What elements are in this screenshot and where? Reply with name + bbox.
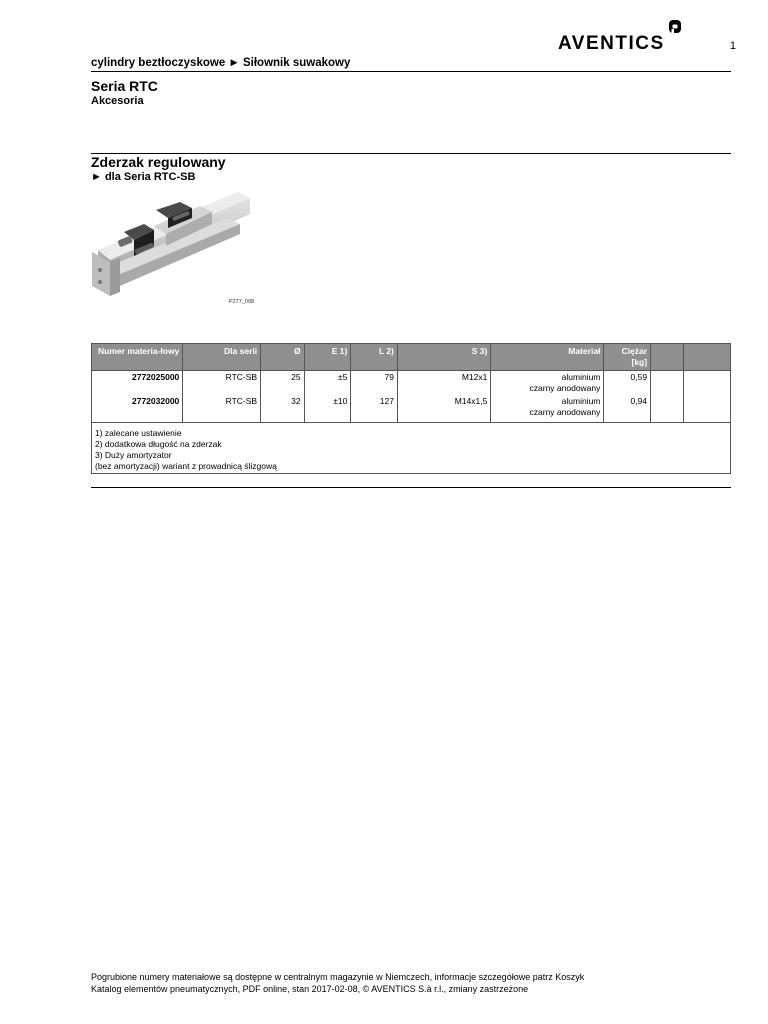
table-row	[92, 371, 731, 396]
product-image	[88, 188, 254, 300]
brand-mark-icon	[669, 20, 681, 33]
table-footnotes	[92, 423, 731, 474]
cell-weight: 0,59	[604, 371, 651, 396]
series-title: Seria RTC	[91, 78, 158, 94]
cell-empty	[651, 395, 684, 423]
product-subtitle: ► dla Seria RTC-SB	[91, 171, 196, 183]
series-subtitle: Akcesoria	[91, 95, 144, 107]
cell-series: RTC-SB	[183, 395, 261, 423]
footer-catalog-note: Katalog elementów pneumatycznych, PDF online, stan 2017-02-08, © AVENTICS S.à r.l., zmiany zastrzeżone	[91, 983, 529, 994]
material-finish-line: czarny anodowany	[529, 407, 601, 417]
page-number: 1	[729, 40, 736, 52]
image-code: P277_008	[229, 299, 255, 305]
cell-material	[491, 371, 604, 396]
aventics-logo	[558, 18, 688, 54]
cell-empty	[684, 371, 731, 396]
col-header-e: E 1)	[304, 344, 351, 371]
table-row	[92, 395, 731, 423]
cell-diameter: 25	[261, 371, 305, 396]
material-line: aluminium	[561, 372, 601, 382]
cell-s: M12x1	[397, 371, 490, 396]
col-header-s: S 3)	[397, 344, 490, 371]
col-header-material: Materiał	[491, 344, 604, 371]
footnote: (bez amortyzacji) wariant z prowadnicą ślizgową	[95, 461, 277, 471]
col-header-part-number: Numer materia-łowy	[92, 344, 183, 371]
cell-l: 79	[351, 371, 398, 396]
material-line: aluminium	[561, 396, 601, 406]
table-notes-row	[92, 423, 731, 474]
col-header-series: Dla serii	[183, 344, 261, 371]
footnote: 2) dodatkowa długość na zderzak	[95, 439, 222, 449]
material-finish-line: czarny anodowany	[529, 383, 601, 393]
col-header-l: L 2)	[351, 344, 398, 371]
header-divider	[91, 71, 731, 72]
col-header-diameter: Ø	[261, 344, 305, 371]
cell-e: ±5	[304, 371, 351, 396]
cell-diameter: 32	[261, 395, 305, 423]
page-footer	[91, 972, 584, 995]
cell-material	[491, 395, 604, 423]
cell-weight: 0,94	[604, 395, 651, 423]
breadcrumb: cylindry beztłoczyskowe ► Siłownik suwakowy	[91, 57, 351, 69]
col-header-weight: Ciężar [kg]	[604, 344, 651, 371]
cell-l: 127	[351, 395, 398, 423]
brand-name: AVENTICS	[558, 33, 665, 54]
footnote: 3) Duży amortyzator	[95, 450, 172, 460]
cell-empty	[651, 371, 684, 396]
cell-part-number: 2772032000	[92, 395, 183, 423]
product-title: Zderzak regulowany	[91, 154, 226, 170]
cell-part-number: 2772025000	[92, 371, 183, 396]
footer-stock-note: Pogrubione numery materiałowe są dostępne w centralnym magazynie w Niemczech, informacje szczegółowe patrz Koszyk	[91, 972, 585, 982]
col-header-empty-2	[684, 344, 731, 371]
col-header-empty-1	[651, 344, 684, 371]
footnote: 1) zalecane ustawienie	[95, 428, 182, 438]
cell-series: RTC-SB	[183, 371, 261, 396]
specs-table	[91, 343, 731, 474]
cell-e: ±10	[304, 395, 351, 423]
cell-s: M14x1,5	[397, 395, 490, 423]
table-end-divider	[91, 487, 731, 488]
cell-empty	[684, 395, 731, 423]
table-header-row	[92, 344, 731, 371]
